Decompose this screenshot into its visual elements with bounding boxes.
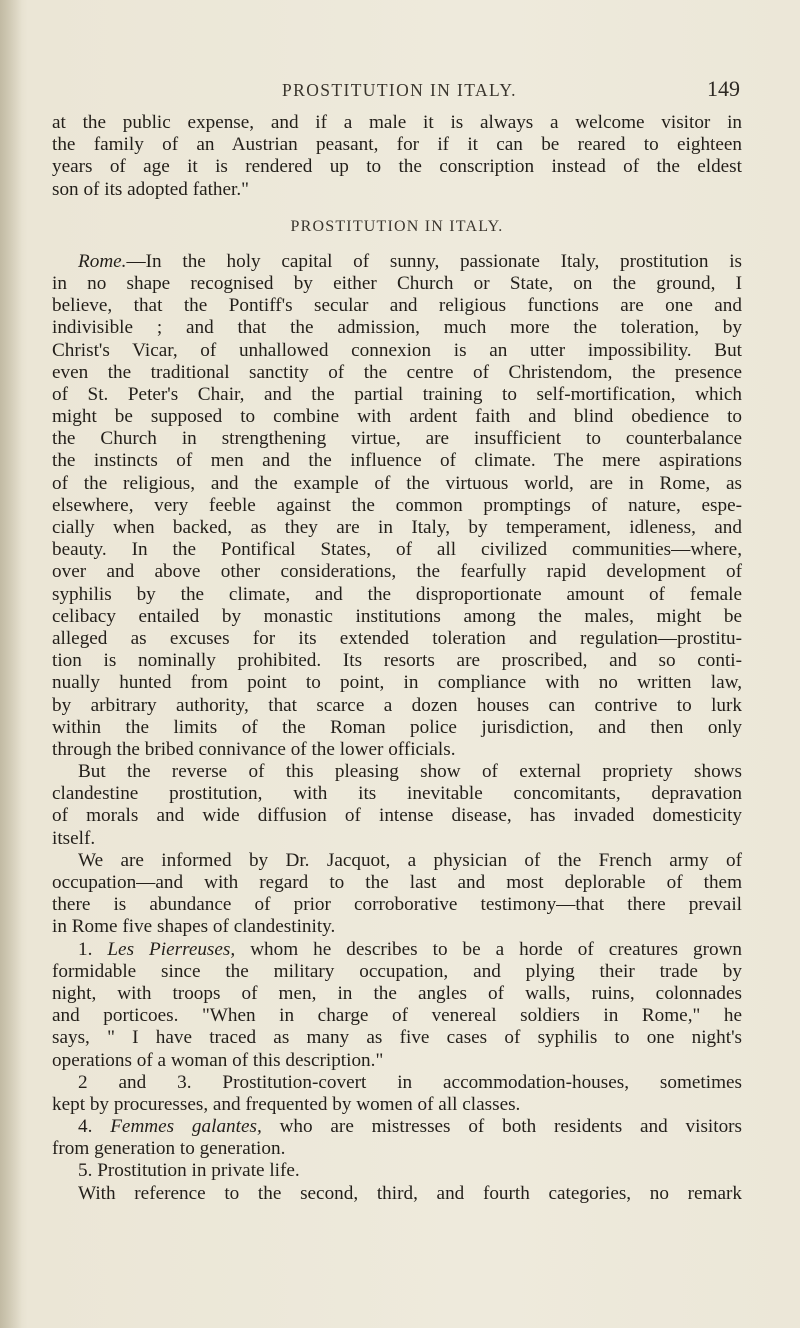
text-line: there is abundance of prior corroborative testimony—that there prevail [52, 894, 742, 916]
text-run: whom he describes to be a horde of creatures grown [250, 938, 743, 960]
text-line: tion is nominally prohibited. Its resorts are proscribed, and so conti- [52, 650, 742, 672]
text-line: in no shape recognised by either Church or State, on the ground, I [52, 272, 742, 294]
page-number: 149 [707, 76, 740, 101]
text-line: formidable since the military occupation, and plying their trade by [52, 960, 742, 982]
text-line: But the reverse of this pleasing show of external propriety shows [78, 761, 742, 783]
list-item-1 [52, 939, 742, 961]
running-title: PROSTITUTION IN ITALY. [282, 80, 517, 100]
place-name: Rome. [78, 250, 127, 272]
text-line: in Rome five shapes of clandestinity. [52, 916, 336, 938]
italic-term: Femmes galantes, [110, 1116, 262, 1138]
text-line: celibacy entailed by monastic institutions among the males, might be [52, 605, 742, 627]
text-line: within the limits of the Roman police jurisdiction, and then only [52, 716, 742, 738]
text-line: might be supposed to combine with ardent faith and blind obedience to [52, 406, 742, 428]
binding-shadow [0, 0, 22, 1328]
text-line: says, " I have traced as many as five cases of syphilis to one night's [52, 1027, 742, 1049]
text-line: kept by procuresses, and frequented by women of all classes. [52, 1093, 521, 1115]
text-line: syphilis by the climate, and the disproportionate amount of female [52, 583, 742, 605]
list-item-5: 5. Prostitution in private life. [78, 1160, 300, 1182]
list-item-4 [52, 1116, 742, 1138]
text-line: of St. Peter's Chair, and the partial training to self-mortification, which [52, 383, 742, 405]
section-heading: PROSTITUTION IN ITALY. [290, 217, 504, 235]
item-number: 4. [78, 1116, 93, 1138]
text-line: clandestine prostitution, with its inevitable concomitants, depravation [52, 783, 742, 805]
text-line: night, with troops of men, in the angles of walls, ruins, colonnades [52, 982, 742, 1004]
text-line: indivisible ; and that the admission, much more the toleration, by [52, 317, 742, 339]
text-line: of morals and wide diffusion of intense disease, has invaded domesticity [52, 805, 742, 827]
text-line: elsewhere, very feeble against the common promptings of nature, espe- [52, 494, 742, 516]
text-line: With reference to the second, third, and fourth categories, no remark [78, 1182, 742, 1204]
text-line: the instincts of men and the influence of climate. The mere aspirations [52, 450, 742, 472]
text-line: years of age it is rendered up to the conscription instead of the eldest [52, 156, 742, 178]
item-number: 1. [78, 938, 93, 960]
text-run: —In the holy capital of sunny, passionate Italy, prostitution is [126, 250, 742, 272]
text-run: who are mistresses of both residents and visitors [279, 1116, 743, 1138]
text-line [52, 251, 742, 273]
text-line: occupation—and with regard to the last and most deplorable of them [52, 872, 742, 893]
text-line: at the public expense, and if a male it is always a welcome visitor in [52, 112, 742, 133]
text-line: beauty. In the Pontifical States, of all civilized communities—where, [52, 539, 742, 561]
text-line: Christ's Vicar, of unhallowed connexion is an utter impossibility. But [52, 339, 742, 361]
running-head [52, 78, 752, 108]
text-line: son of its adopted father." [52, 178, 249, 200]
text-line: alleged as excuses for its extended toleration and regulation—prostitu- [52, 627, 742, 649]
text-line: We are informed by Dr. Jacquot, a physician of the French army of [78, 849, 742, 871]
list-item-2-3: 2 and 3. Prostitution-covert in accommodation-houses, sometimes [78, 1071, 742, 1093]
text-line: the Church in strengthening virtue, are insufficient to counterbalance [52, 428, 742, 450]
text-line: the family of an Austrian peasant, for if it can be reared to eighteen [52, 134, 742, 156]
text-line: believe, that the Pontiff's secular and religious functions are one and [52, 295, 742, 317]
text-line: nually hunted from point to point, in compliance with no written law, [52, 672, 742, 694]
text-line: from generation to generation. [52, 1138, 286, 1160]
text-line: even the traditional sanctity of the centre of Christendom, the presence [52, 361, 742, 383]
text-line: and porticoes. "When in charge of venereal soldiers in Rome," he [52, 1005, 742, 1027]
text-line: cially when backed, as they are in Italy, by temperament, idleness, and [52, 517, 742, 538]
text-line: itself. [52, 827, 96, 849]
body-text [52, 112, 742, 1205]
italic-term: Les Pierreuses, [107, 938, 236, 960]
text-line: through the bribed connivance of the lower officials. [52, 738, 456, 760]
text-line: by arbitrary authority, that scarce a dozen houses can contrive to lurk [52, 694, 742, 716]
text-line: over and above other considerations, the fearfully rapid development of [52, 561, 742, 583]
text-line: of the religious, and the example of the virtuous world, are in Rome, as [52, 472, 742, 494]
text-line: operations of a woman of this description." [52, 1049, 384, 1071]
